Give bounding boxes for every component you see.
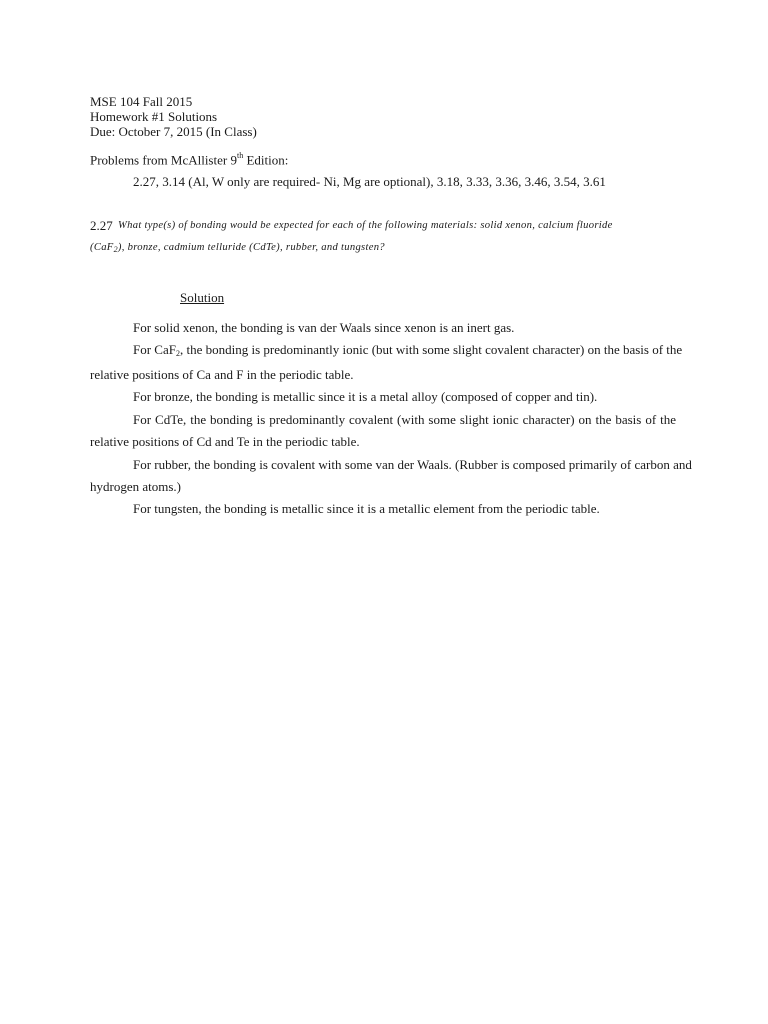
question-text-line2 bbox=[90, 242, 385, 253]
edition-superscript: th bbox=[236, 151, 244, 160]
homework-title: Homework #1 Solutions bbox=[90, 109, 218, 124]
problems-intro-suffix: Edition: bbox=[243, 152, 289, 168]
solution-caf2-subscript: 2 bbox=[175, 349, 180, 358]
solution-tungsten: For tungsten, the bonding is metallic since it is a metallic element from the periodic table. bbox=[133, 501, 600, 516]
solution-cdte-line1: For CdTe, the bonding is predominantly covalent (with some slight ionic character) on the basis of the bbox=[133, 412, 676, 427]
question-text-line2-start: (CaF bbox=[90, 242, 114, 253]
problems-intro-text: Problems from McAllister 9 bbox=[90, 152, 237, 168]
solution-caf2-end: , the bonding is predominantly ionic (but with some slight covalent character) on the basis of the bbox=[179, 342, 683, 357]
solution-caf2-start: For CaF bbox=[133, 342, 176, 357]
question-number: 2.27 bbox=[90, 218, 113, 233]
solution-rubber-line2: hydrogen atoms.) bbox=[90, 479, 181, 494]
solution-heading: Solution bbox=[180, 290, 225, 305]
solution-cdte-line2: relative positions of Cd and Te in the periodic table. bbox=[90, 434, 360, 449]
question-subscript: 2 bbox=[113, 245, 118, 254]
solution-caf2-line1 bbox=[133, 342, 683, 358]
solution-xenon: For solid xenon, the bonding is van der Waals since xenon is an inert gas. bbox=[133, 320, 515, 335]
question-text-line1: What type(s) of bonding would be expected for each of the following materials: solid xenon, calcium fluoride bbox=[118, 220, 613, 231]
solution-caf2-line2: relative positions of Ca and F in the periodic table. bbox=[90, 367, 354, 382]
course-line: MSE 104 Fall 2015 bbox=[90, 94, 193, 109]
solution-rubber-line1: For rubber, the bonding is covalent with some van der Waals. (Rubber is composed primarily of carbon and bbox=[133, 457, 692, 472]
due-date: Due: October 7, 2015 (In Class) bbox=[90, 124, 257, 139]
question-text-line2-end: ), bronze, cadmium telluride (CdTe), rubber, and tungsten? bbox=[117, 242, 385, 253]
problems-list: 2.27, 3.14 (Al, W only are required- Ni, Mg are optional), 3.18, 3.33, 3.36, 3.46, 3.54, 3.61 bbox=[133, 174, 606, 189]
solution-bronze: For bronze, the bonding is metallic since it is a metal alloy (composed of copper and tin). bbox=[133, 389, 598, 404]
problems-intro bbox=[90, 152, 288, 168]
